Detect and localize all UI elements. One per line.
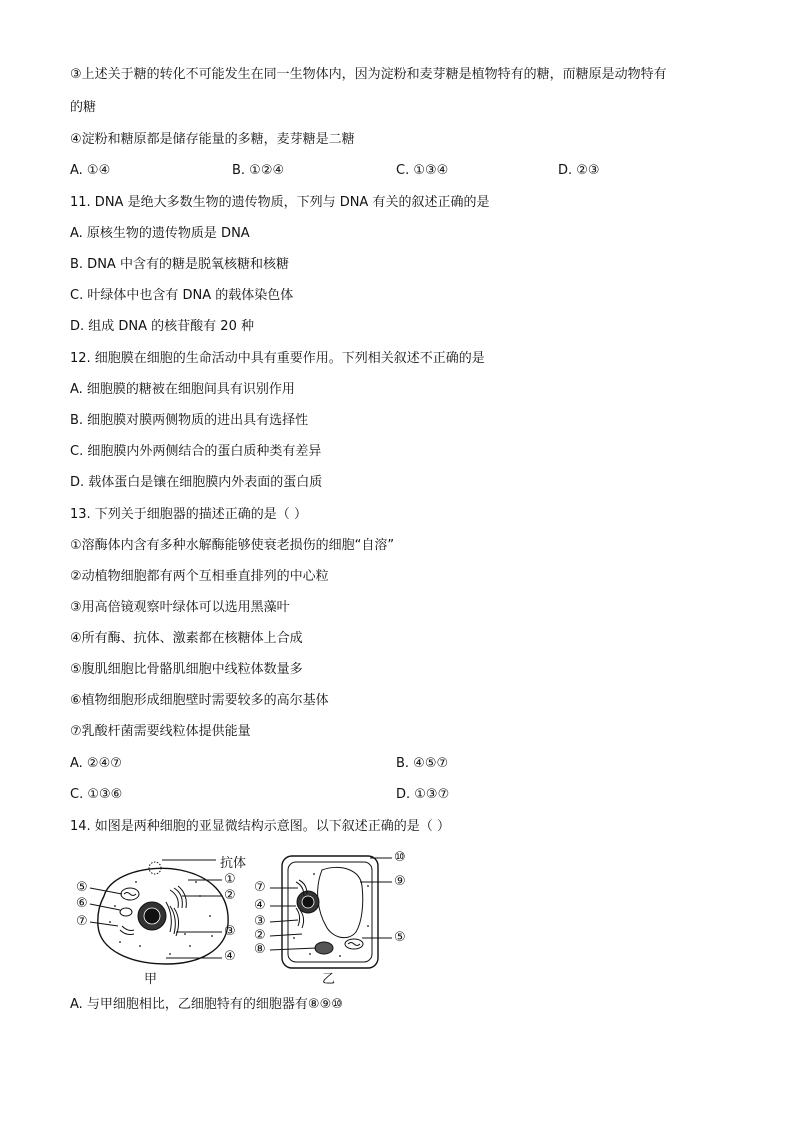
q10-statement-3-line1: ③上述关于糖的转化不可能发生在同一生物体内，因为淀粉和麦芽糖是植物特有的糖，而糖原是动物特有	[70, 67, 667, 82]
q10-statement-4: ④淀粉和糖原都是储存能量的多糖，麦芽糖是二糖	[70, 132, 355, 147]
cell-b-caption: 乙	[322, 972, 336, 987]
cell-a-label-4: ④	[224, 949, 236, 964]
cell-b-label-7: ⑦	[254, 880, 266, 895]
q13-statement-1: ①溶酶体内含有多种水解酶能够使衰老损伤的细胞“自溶”	[70, 538, 395, 553]
q13-statement-4: ④所有酶、抗体、激素都在核糖体上合成	[70, 631, 303, 646]
q13-option-b: B. ④⑤⑦	[396, 756, 449, 771]
cell-b-label-2: ②	[254, 928, 266, 943]
cell-b-label-8: ⑧	[254, 942, 266, 957]
q12-option-b: B. 细胞膜对膜两侧物质的进出具有选择性	[70, 413, 309, 428]
q12-stem: 12. 细胞膜在细胞的生命活动中具有重要作用。下列相关叙述不正确的是	[70, 351, 485, 366]
q12-option-c: C. 细胞膜内外两侧结合的蛋白质种类有差异	[70, 444, 322, 459]
q11-option-c: C. 叶绿体中也含有 DNA 的载体染色体	[70, 288, 294, 303]
cell-b-label-5: ⑤	[394, 930, 406, 945]
q10-option-b: B. ①②④	[232, 163, 285, 178]
q14-stem: 14. 如图是两种细胞的亚显微结构示意图。以下叙述正确的是（ ）	[70, 819, 450, 834]
cell-b-label-3: ③	[254, 914, 266, 929]
q12-option-a: A. 细胞膜的糖被在细胞间具有识别作用	[70, 382, 295, 397]
cell-diagram-figure	[70, 846, 430, 986]
cell-a-label-3: ③	[224, 924, 236, 939]
antibody-label: 抗体	[220, 856, 247, 871]
q10-option-d: D. ②③	[558, 163, 600, 178]
q14-option-a: A. 与甲细胞相比，乙细胞特有的细胞器有⑧⑨⑩	[70, 997, 343, 1012]
cell-b-drawing	[270, 856, 392, 968]
q10-statement-3-line2: 的糖	[70, 100, 97, 115]
q11-stem: 11. DNA 是绝大多数生物的遗传物质，下列与 DNA 有关的叙述正确的是	[70, 195, 490, 210]
cell-a-drawing	[90, 860, 228, 964]
q10-option-a: A. ①④	[70, 163, 111, 178]
cell-diagrams-svg	[70, 846, 430, 986]
q13-option-c: C. ①③⑥	[70, 787, 123, 802]
q11-option-d: D. 组成 DNA 的核苷酸有 20 种	[70, 319, 254, 334]
cell-b-label-10: ⑩	[394, 850, 406, 865]
q13-option-a: A. ②④⑦	[70, 756, 122, 771]
cell-a-label-1: ①	[224, 872, 236, 887]
q12-option-d: D. 载体蛋白是镶在细胞膜内外表面的蛋白质	[70, 475, 323, 490]
q11-option-b: B. DNA 中含有的糖是脱氧核糖和核糖	[70, 257, 289, 272]
cell-a-caption: 甲	[144, 972, 158, 987]
q10-option-c: C. ①③④	[396, 163, 449, 178]
cell-a-label-2: ②	[224, 888, 236, 903]
cell-b-label-9: ⑨	[394, 874, 406, 889]
q13-statement-5: ⑤腹肌细胞比骨骼肌细胞中线粒体数量多	[70, 662, 303, 677]
q13-statement-7: ⑦乳酸杆菌需要线粒体提供能量	[70, 724, 251, 739]
cell-a-label-7: ⑦	[76, 914, 88, 929]
cell-a-label-6: ⑥	[76, 896, 88, 911]
cell-b-label-4: ④	[254, 898, 266, 913]
q13-stem: 13. 下列关于细胞器的描述正确的是（ ）	[70, 507, 307, 522]
q13-statement-3: ③用高倍镜观察叶绿体可以选用黑藻叶	[70, 600, 290, 615]
cell-a-label-5: ⑤	[76, 880, 88, 895]
q13-statement-2: ②动植物细胞都有两个互相垂直排列的中心粒	[70, 569, 329, 584]
q13-option-d: D. ①③⑦	[396, 787, 450, 802]
q11-option-a: A. 原核生物的遗传物质是 DNA	[70, 226, 250, 241]
q13-statement-6: ⑥植物细胞形成细胞壁时需要较多的高尔基体	[70, 693, 329, 708]
